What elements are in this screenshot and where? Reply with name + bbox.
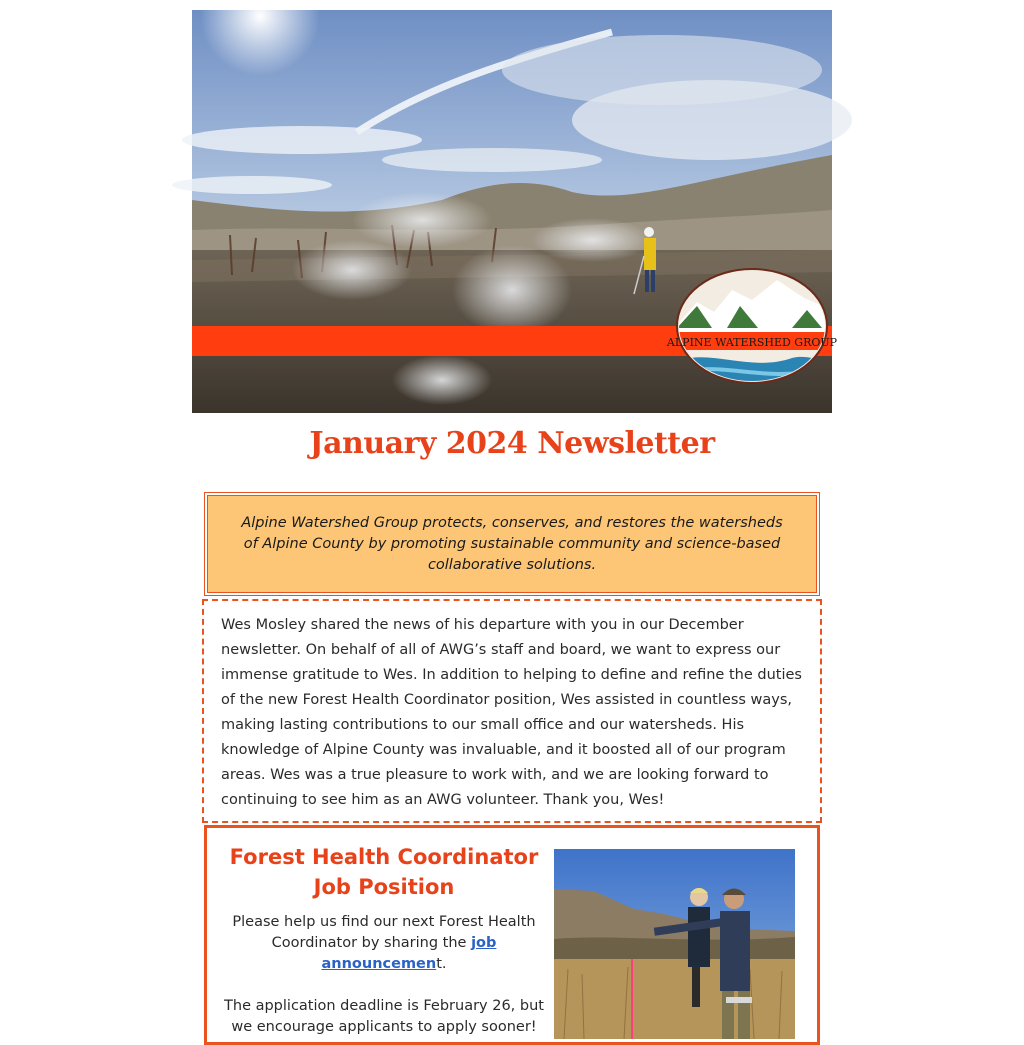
job-share-paragraph [221, 912, 547, 975]
newsletter-title: January 2024 Newsletter [309, 426, 715, 461]
mission-inner [207, 495, 817, 593]
job-position-heading: Forest Health Coordinator Job Position [229, 845, 539, 899]
field-staff-photo [554, 849, 795, 1039]
mission-statement: Alpine Watershed Group protects, conserves, and restores the watersheds of Alpine County by promoting sustainable community and science-based collaborative solutions. [241, 514, 783, 573]
wes-announcement-box [202, 599, 822, 823]
job-announcement-link[interactable]: job announcemen [321, 935, 497, 972]
job-deadline-paragraph: The application deadline is February 26, but we encourage applicants to apply sooner! [224, 998, 544, 1035]
svg-text:ALPINE WATERSHED GROUP: ALPINE WATERSHED GROUP [666, 336, 838, 349]
job-position-box [204, 825, 820, 1045]
job-link-tail: t [436, 956, 442, 972]
mission-box [204, 492, 820, 596]
job-share-text: Please help us find our next Forest Health Coordinator by sharing the [232, 914, 536, 951]
wes-announcement-text: Wes Mosley shared the news of his departure with you in our December newsletter. On behalf of all of AWG’s staff and board, we want to express our immense gratitude to Wes. In addition to helping to define and refine the duties of the new Forest Health Coordinator position, Wes assisted in countless ways, making lasting contributions to our small office and our watersheds. His knowledge of Alpine County was invaluable, and it boosted all of our program areas. Wes was a true pleasure to work with, and we are looking forward to continuing to see him as an AWG volunteer. Thank you, Wes! [221, 617, 802, 808]
header-photo [192, 10, 838, 413]
job-position-content [221, 842, 547, 1038]
job-share-period: . [441, 956, 447, 972]
